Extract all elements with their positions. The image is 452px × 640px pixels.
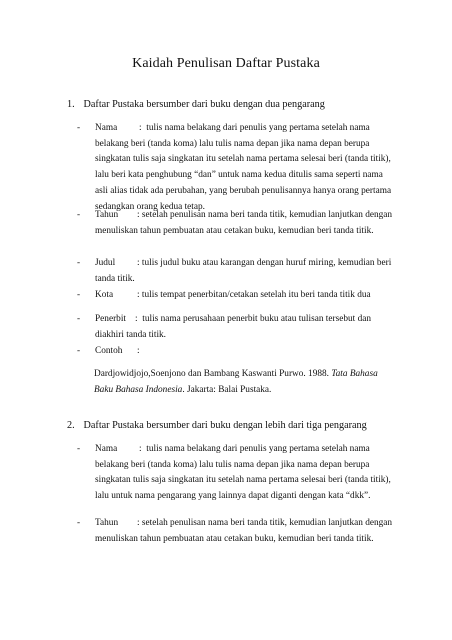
item-label: Contoh <box>95 346 123 356</box>
list-item-nama <box>77 121 395 215</box>
item-separator: : <box>137 518 140 528</box>
item-label: Nama <box>95 444 118 454</box>
section-heading-text: Daftar Pustaka bersumber dari buku dengan lebih dari tiga pengarang <box>83 420 367 431</box>
section-2-heading <box>67 420 367 431</box>
item-separator: : <box>137 290 140 300</box>
item-separator: : <box>137 346 140 356</box>
item-label: Tahun <box>95 518 119 528</box>
item-text: tulis nama perusahaan penerbit buku atau tulisan tersebut dan diakhiri tanda titik. <box>95 314 371 340</box>
example-citation <box>94 367 394 398</box>
section-number: 2. <box>67 420 75 431</box>
section-number: 1. <box>67 99 75 110</box>
citation-authors: Dardjowidjojo,Soenjono dan Bambang Kaswanti Purwo. 1988. <box>94 369 332 379</box>
item-separator: : <box>135 314 138 324</box>
item-separator: : <box>139 444 142 454</box>
list-item-kota <box>77 288 395 304</box>
list-dash: - <box>77 346 81 356</box>
citation-publisher: . Jakarta: Balai Pustaka. <box>182 384 272 395</box>
list-dash: - <box>77 314 81 324</box>
document-title: Kaidah Penulisan Daftar Pustaka <box>132 56 320 71</box>
list-dash: - <box>77 258 81 268</box>
item-text: tulis nama belakang dari penulis yang pertama setelah nama belakang beri (tanda koma) lalu tulis nama depan jika nama depan berupa singkatan tulis saja singkatan itu setelah nama pertama selesai beri (tanda titik), lalu beri kata penghubung “dan” untuk nama kedua ditulis sama seperti nama asli alias tidak ada perubahan, yang berubah penulisannya hanya orang pertama sedangkan orang kedua tetap. <box>95 123 392 212</box>
list-dash: - <box>77 210 81 220</box>
list-item-contoh <box>77 344 395 360</box>
item-label: Nama <box>95 123 118 133</box>
item-text: setelah penulisan nama beri tanda titik, kemudian lanjutkan dengan menuliskan tahun pembuatan atau cetakan buku, kemudian beri tanda titik. <box>95 518 393 544</box>
item-label: Tahun <box>95 210 119 220</box>
item-separator: : <box>137 210 140 220</box>
list-item-judul <box>77 256 395 287</box>
item-label: Kota <box>95 290 114 300</box>
item-label: Penerbit <box>95 314 126 324</box>
list-dash: - <box>77 518 81 528</box>
item-text: tulis nama belakang dari penulis yang pertama setelah nama belakang beri (tanda koma) lalu tulis nama depan jika nama depan berupa singkatan tulis saja singkatan itu setelah nama pertama selesai beri (tanda titik), lalu untuk nama pengarang yang lainnya dapat diganti dengan kata “dkk”. <box>95 444 391 502</box>
item-label: Judul <box>95 258 116 268</box>
item-text: setelah penulisan nama beri tanda titik, kemudian lanjutkan dengan menuliskan tahun pembuatan atau cetakan buku, kemudian beri tanda titik. <box>95 210 393 236</box>
section-heading-text: Daftar Pustaka bersumber dari buku dengan dua pengarang <box>83 99 325 110</box>
section-1-heading <box>67 99 325 110</box>
list-dash: - <box>77 290 81 300</box>
list-item-tahun <box>77 516 395 547</box>
item-separator: : <box>137 258 140 268</box>
list-dash: - <box>77 444 81 454</box>
list-item-penerbit <box>77 312 395 343</box>
item-text: tulis judul buku atau karangan dengan huruf miring, kemudian beri tanda titik. <box>95 258 392 284</box>
item-text: tulis tempat penerbitan/cetakan setelah itu beri tanda titik dua <box>141 290 371 300</box>
citation-title: Tata Bahasa Baku Bahasa Indonesia <box>94 369 378 395</box>
item-separator: : <box>139 123 142 133</box>
list-item-tahun <box>77 208 395 239</box>
list-dash: - <box>77 123 81 133</box>
list-item-nama <box>77 442 395 505</box>
